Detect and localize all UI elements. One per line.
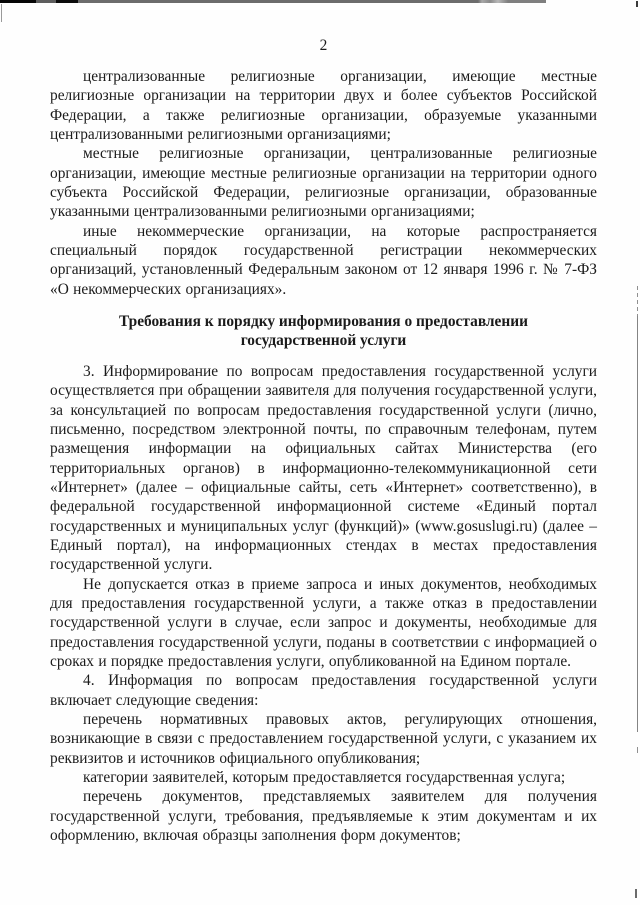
- document-body: [50, 36, 597, 845]
- paragraph-list-normative-acts: перечень нормативных правовых актов, регулирующих отношения, возникающие в связи с предоставлением государственной услуги, с указанием их реквизитов и источников официального опубликования;: [50, 711, 597, 767]
- scan-artifact-left-tick: [1, 4, 2, 22]
- page-number: 2: [319, 37, 328, 54]
- paragraph-item-3-informing: 3. Информирование по вопросам предоставления государственной услуги осуществляется при обращении заявителя для получения государственной услуги, за консультацией по вопросам предоставления государственной услуги (лично, письменно, посредством электронной почты, по справочным телефонам, путем размещения информации на официальных сайтах Министерства (его территориальных органов) в информационно-телекоммуникационной сети «Интернет» (далее – официальные сайты, сеть «Интернет» соответственно), в федеральной государственной информационной системе «Единый портал государственных и муниципальных услуг (функций)» (www.gosuslugi.ru) (далее – Единый портал), на информационных стендах в местах предоставления государственной услуги.: [50, 362, 597, 574]
- scan-artifact-top-edge: [0, 0, 546, 3]
- scan-artifact-right-dashed-line: [637, 286, 638, 316]
- paragraph-no-refusal: Не допускается отказ в приеме запроса и иных документов, необходимых для предоставления государственной услуги, а также отказ в предоставлении государственной услуги в случае, если запрос и документы, необходимые для предоставления государственной услуги, поданы в соответствии с информацией о сроках и порядке предоставления услуги, опубликованной на Едином портале.: [50, 575, 597, 670]
- scan-artifact-right-dash-low: [637, 747, 638, 753]
- paragraph-applicant-categories: категории заявителей, которым предоставляется государственная услуга;: [83, 769, 566, 787]
- scan-artifact-bottom-right-tick: [635, 889, 637, 898]
- section-heading: Требования к порядку информирования о предоставлении государственной услуги: [118, 313, 528, 350]
- paragraph-document-list: перечень документов, представляемых заявителем для получения государственной услуги, требования, предъявляемые к этим документам и их оформлению, включая образцы заполнения форм документов;: [50, 788, 597, 845]
- paragraph-other-noncommercial-orgs: иные некоммерческие организации, на которые распространяется специальный порядок государственной регистрации некоммерческих организаций, установленный Федеральным законом от 12 января 1996 г. № 7-ФЗ «О некоммерческих организациях».: [50, 222, 597, 298]
- paragraph-local-religious-orgs: местные религиозные организации, централизованные религиозные организации, имеющие местные религиозные организации на территории одного субъекта Российской Федерации, религиозные организации, образованные указанными централизованными религиозными организациями;: [50, 145, 597, 221]
- paragraph-centralized-religious-orgs: централизованные религиозные организации, имеющие местные религиозные организации на территории двух и более субъектов Российской Федерации, а также религиозные организации, образуемые указанными централизованными религиозными организациями;: [50, 68, 597, 144]
- scan-artifact-right-line: [637, 316, 638, 732]
- paragraph-item-4-information: 4. Информация по вопросам предоставления государственной услуги включает следующие сведения:: [50, 672, 597, 709]
- scan-artifact-top-right-tick: [636, 1, 638, 7]
